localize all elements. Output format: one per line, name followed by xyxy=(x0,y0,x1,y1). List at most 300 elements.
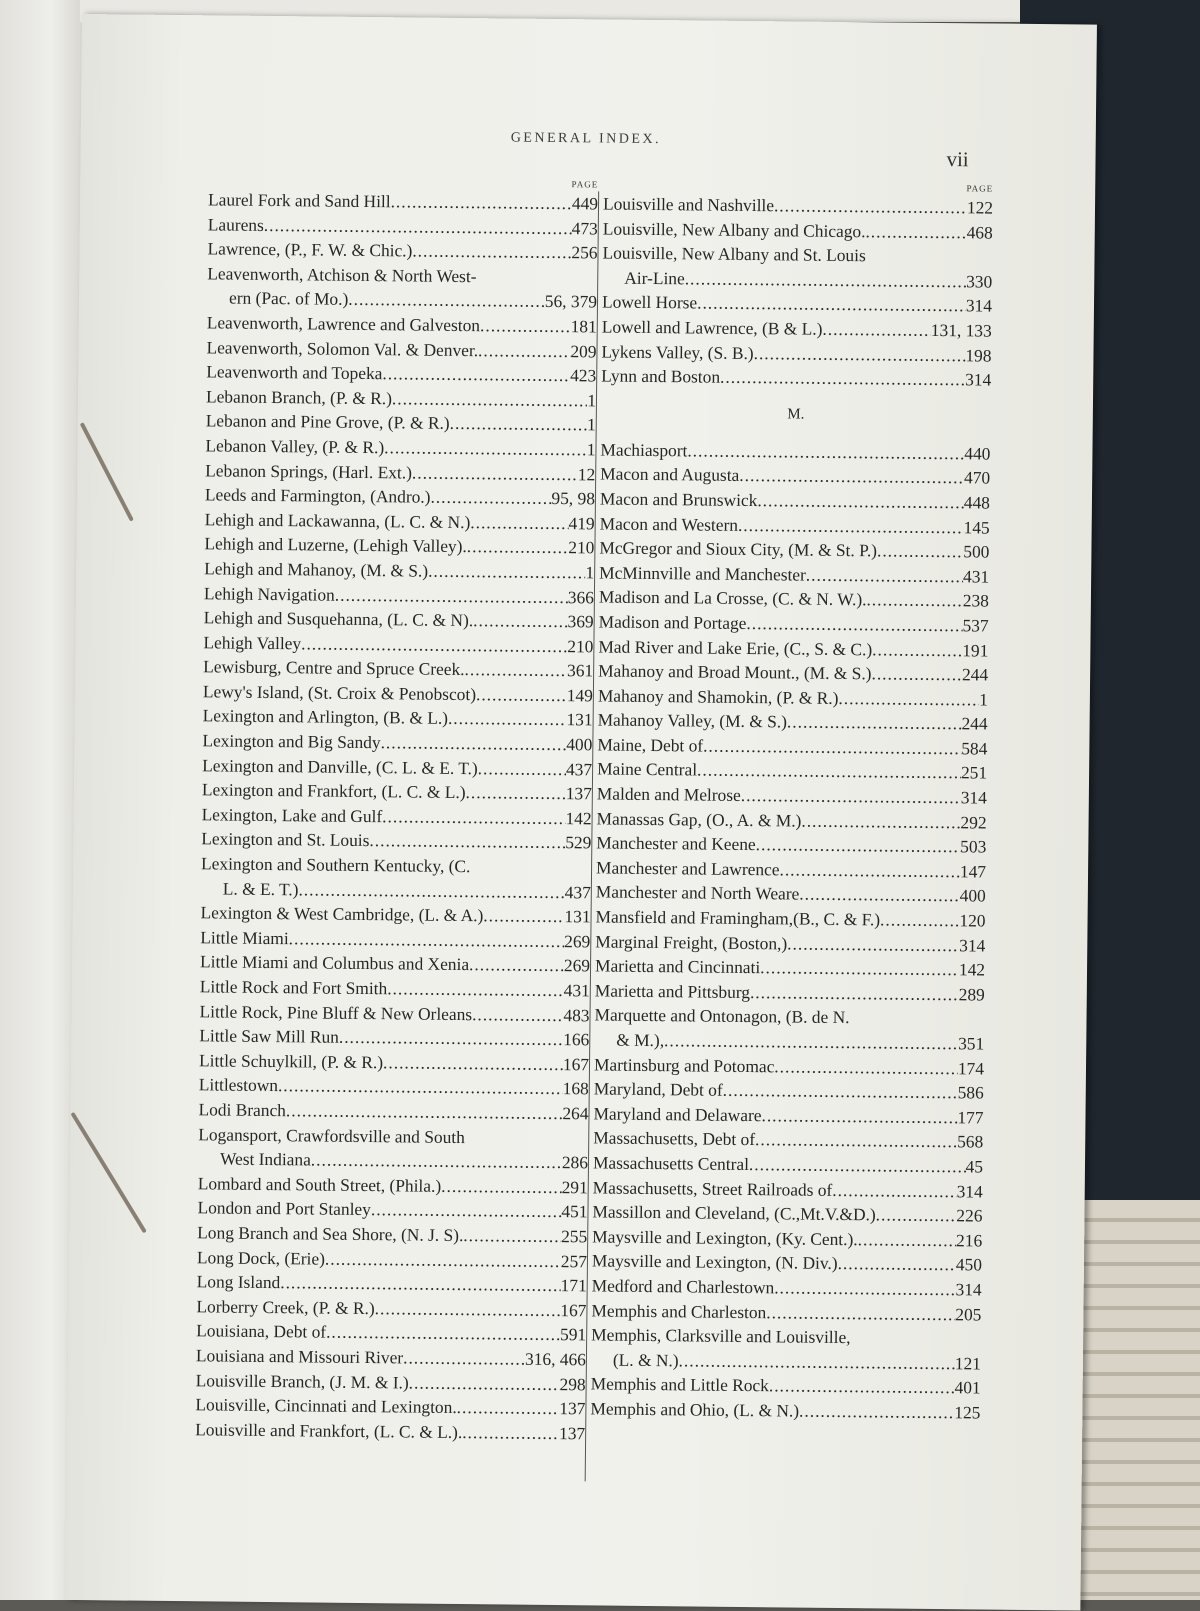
dot-leader xyxy=(412,239,571,265)
entry-name: Louisville and Nashville xyxy=(602,193,775,216)
entry-page-number: 361 xyxy=(566,660,594,681)
entry-name: Lexington and St. Louis xyxy=(201,828,370,851)
entry-name: Louisville, New Albany and Chicago. xyxy=(602,218,866,241)
dot-leader xyxy=(838,1251,956,1277)
entry-page-number: 95, 98 xyxy=(551,488,596,509)
entry-page-number: 468 xyxy=(966,221,993,243)
dot-leader xyxy=(289,926,565,953)
dot-leader xyxy=(755,1127,957,1154)
dot-leader xyxy=(392,386,588,413)
binding-thread xyxy=(80,422,134,522)
entry-name: Louisiana, Debt of xyxy=(196,1320,327,1342)
entry-page-number: 125 xyxy=(954,1402,981,1423)
dot-leader xyxy=(298,877,564,904)
entry-page-number: 503 xyxy=(960,836,987,857)
entry-name: Maine, Debt of xyxy=(597,734,704,756)
dot-leader xyxy=(301,631,567,658)
entry-page-number: 316, 466 xyxy=(524,1348,587,1370)
dot-leader xyxy=(754,341,966,368)
index-entry-first-line: Lexington and Southern Kentucky, (C. xyxy=(201,853,471,877)
entry-page-number: 423 xyxy=(570,365,597,386)
entry-page-number: 257 xyxy=(560,1250,588,1271)
dot-leader xyxy=(779,857,960,883)
dot-leader xyxy=(462,1420,559,1446)
dot-leader xyxy=(799,882,960,908)
dot-leader xyxy=(757,488,964,515)
entry-page-number: 314 xyxy=(960,787,987,808)
dot-leader xyxy=(799,1398,954,1424)
index-entry xyxy=(198,1097,588,1126)
entry-page-number: 216 xyxy=(956,1229,983,1251)
index-entry xyxy=(195,1417,585,1446)
dot-leader xyxy=(866,588,963,614)
entry-name: Laurel Fork and Sand Hill xyxy=(207,189,391,212)
entry-name: Manchester and Lawrence xyxy=(595,857,780,880)
dot-leader xyxy=(339,1025,564,1052)
entry-page-number: 210 xyxy=(567,635,594,657)
dot-leader xyxy=(311,1148,562,1175)
entry-name: Massachusetts, Street Railroads of xyxy=(592,1176,833,1200)
entry-name: Lodi Branch xyxy=(198,1099,287,1121)
entry-page-number: 166 xyxy=(563,1029,590,1050)
dot-leader xyxy=(348,287,545,314)
entry-name: Long Branch and Sea Shore, (N. J. S). xyxy=(197,1222,464,1245)
entry-page-number: 369 xyxy=(567,611,594,632)
dot-leader xyxy=(472,1002,564,1028)
entry-page-number: 314 xyxy=(955,1279,982,1300)
entry-name: McGregor and Sioux City, (M. & St. P.) xyxy=(599,537,878,561)
index-entry-first-line: Marquette and Ontonagon, (B. de N. xyxy=(594,1004,850,1028)
entry-name: Lehigh and Mahanoy, (M. & S.) xyxy=(204,558,429,581)
entry-page-number: 147 xyxy=(959,861,987,882)
entry-page-number: 131, 133 xyxy=(930,319,992,341)
dot-leader xyxy=(697,758,961,785)
dot-leader xyxy=(703,733,961,760)
entry-page-number: 366 xyxy=(567,586,595,607)
index-entry-first-line: Louisville, New Albany and St. Louis xyxy=(602,242,866,266)
dot-leader xyxy=(476,682,567,708)
running-head: GENERAL INDEX. xyxy=(510,130,662,148)
entry-page-number: 298 xyxy=(559,1373,586,1394)
entry-name: Louisville, Cincinnati and Lexington. xyxy=(195,1394,457,1418)
entry-page-number: 1 xyxy=(586,439,596,460)
entry-name: Little Rock and Fort Smith xyxy=(199,976,388,999)
entry-name: Lombard and South Street, (Phila.) xyxy=(197,1173,442,1196)
entry-name: Lowell and Lawrence, (B & L.) xyxy=(601,316,823,339)
entry-name: Marietta and Cincinnati xyxy=(594,955,761,978)
dot-leader xyxy=(741,783,961,810)
entry-name: McMinnville and Manchester xyxy=(599,562,806,585)
entry-name: Maine Central xyxy=(597,758,698,780)
entry-name: Lowell Horse xyxy=(601,291,698,313)
dot-leader xyxy=(441,1174,562,1200)
dot-leader xyxy=(384,435,587,462)
entry-page-number: 264 xyxy=(562,1103,589,1124)
entry-name: Madison and La Crosse, (C. & N. W.). xyxy=(598,586,867,610)
dot-leader xyxy=(801,808,960,834)
dot-leader xyxy=(738,512,964,539)
dot-leader xyxy=(478,338,571,364)
entry-name: Lexington and Frankfort, (L. C. & L.) xyxy=(201,779,466,803)
dot-leader xyxy=(382,361,570,388)
dot-leader xyxy=(806,562,963,588)
entry-name: L. & E. T.) xyxy=(222,878,299,899)
dot-leader xyxy=(687,438,964,465)
dot-leader xyxy=(774,1275,956,1301)
entry-page-number: 167 xyxy=(560,1299,587,1321)
dot-leader xyxy=(787,710,962,736)
index-entry xyxy=(207,237,597,266)
dot-leader xyxy=(838,686,979,712)
entry-page-number: 181 xyxy=(570,316,597,337)
dot-leader xyxy=(787,931,959,957)
dot-leader xyxy=(720,365,965,392)
entry-page-number: 314 xyxy=(965,369,992,390)
entry-name: Leeds and Farmington, (Andro.) xyxy=(204,484,431,507)
entry-name: Malden and Melrose xyxy=(596,783,741,806)
entry-page-number: 314 xyxy=(956,1180,983,1202)
dot-leader xyxy=(685,266,967,294)
entry-page-number: 568 xyxy=(957,1131,984,1152)
entry-page-number: 244 xyxy=(961,713,988,734)
entry-page-number: 529 xyxy=(565,832,592,853)
entry-page-number: 205 xyxy=(955,1303,982,1325)
entry-page-number: 226 xyxy=(956,1205,983,1226)
entry-page-number: 167 xyxy=(562,1053,590,1075)
entry-name: Maryland and Delaware xyxy=(593,1103,762,1125)
entry-name: Manchester and North Weare xyxy=(595,881,800,904)
dot-leader xyxy=(877,538,964,563)
entry-name: London and Port Stanley xyxy=(197,1197,372,1220)
entry-page-number: 431 xyxy=(962,565,990,587)
dot-leader xyxy=(480,313,571,339)
entry-page-number: 537 xyxy=(962,615,989,636)
entry-page-number: 400 xyxy=(566,734,593,755)
entry-name: Macon and Western xyxy=(599,512,739,535)
entry-name: Little Schuylkill, (P. & R.) xyxy=(198,1050,384,1072)
entry-name: Lawrence, (P., F. W. & Chic.) xyxy=(207,238,413,261)
dot-leader xyxy=(412,460,578,486)
entry-page-number: 450 xyxy=(955,1254,983,1275)
entry-page-number: 483 xyxy=(563,1004,590,1025)
entry-page-number: 431 xyxy=(563,980,590,1001)
entry-name: Mahanoy and Broad Mount., (M. & S.) xyxy=(598,660,872,684)
dot-leader xyxy=(381,730,567,757)
dot-leader xyxy=(483,903,564,928)
entry-name: Lehigh and Lackawanna, (L. C. & N.) xyxy=(204,509,471,532)
dot-leader xyxy=(858,1227,957,1253)
entry-name: Air-Line xyxy=(624,267,685,289)
entry-page-number: 142 xyxy=(565,807,592,829)
entry-name: (L. & N.) xyxy=(612,1349,679,1371)
dot-leader xyxy=(766,1300,955,1327)
page-edges-stack xyxy=(1080,1200,1200,1600)
entry-page-number: 286 xyxy=(561,1152,589,1173)
index-entry xyxy=(601,364,991,393)
entry-name: Leavenworth and Topeka xyxy=(206,361,383,384)
entry-page-number: 269 xyxy=(563,955,591,976)
entry-name: ern (Pac. of Mo.) xyxy=(228,287,349,310)
dot-leader xyxy=(664,1028,958,1056)
right-entry-list-l xyxy=(601,191,993,392)
dot-leader xyxy=(760,955,959,982)
entry-page-number: 137 xyxy=(558,1422,586,1444)
dot-leader xyxy=(774,193,967,220)
entry-page-number: 256 xyxy=(571,242,598,263)
entry-page-number: 131 xyxy=(564,906,591,927)
entry-name: West Indiana xyxy=(219,1148,311,1170)
dot-leader xyxy=(325,1246,561,1273)
entry-name: Lykens Valley, (S. B.) xyxy=(601,341,754,363)
entry-name: Machiasport xyxy=(600,439,688,461)
entry-name: Mahanoy and Shamokin, (P. & R.) xyxy=(597,685,839,708)
dot-leader xyxy=(473,608,568,634)
entry-name: Madison and Portage xyxy=(598,611,747,633)
section-letter-m: M. xyxy=(787,406,805,423)
entry-name: Medford and Charlestown xyxy=(591,1275,775,1298)
entry-name: Lexington and Danville, (C. L. & E. T.) xyxy=(202,754,478,778)
entry-name: Little Miami xyxy=(200,927,289,949)
entry-page-number: 269 xyxy=(564,930,591,952)
index-page xyxy=(65,14,1097,1611)
entry-name: Maysville and Lexington, (Ky. Cent.). xyxy=(592,1226,858,1249)
dot-leader xyxy=(463,1223,561,1249)
entry-name: Long Dock, (Erie) xyxy=(196,1246,326,1269)
entry-page-number: 291 xyxy=(561,1176,588,1198)
index-entry-first-line: Memphis, Clarksville and Louisville, xyxy=(591,1324,851,1348)
dot-leader xyxy=(750,980,959,1007)
dot-leader xyxy=(335,582,568,609)
binding-thread xyxy=(70,1112,146,1234)
entry-name: Mansfield and Framingham,(B., C. & F.) xyxy=(595,906,881,930)
entry-name: Mahanoy Valley, (M. & S.) xyxy=(597,709,788,732)
dot-leader xyxy=(678,1348,954,1375)
entry-name: Massachusetts Central xyxy=(592,1152,750,1175)
entry-page-number: 209 xyxy=(570,340,597,361)
dot-leader xyxy=(774,1054,958,1081)
entry-name: Massachusetts, Debt of xyxy=(593,1127,756,1150)
entry-page-number: 137 xyxy=(559,1398,586,1419)
entry-page-number: 1 xyxy=(585,562,595,583)
entry-page-number: 470 xyxy=(963,467,991,488)
dot-leader xyxy=(450,411,588,437)
entry-page-number: 419 xyxy=(568,512,595,534)
entry-page-number: 137 xyxy=(565,783,592,804)
entry-page-number: 437 xyxy=(565,758,593,780)
entry-page-number: 191 xyxy=(962,639,989,661)
entry-page-number: 500 xyxy=(963,541,990,562)
dot-leader xyxy=(369,828,565,855)
entry-name: Lewisburg, Centre and Spruce Creek. xyxy=(203,656,465,680)
entry-name: Lebanon Branch, (P. & R.) xyxy=(205,386,393,409)
entry-name: Leavenworth, Lawrence and Galveston xyxy=(206,312,481,336)
dot-leader xyxy=(428,559,586,585)
entry-name: Laurens xyxy=(207,213,264,235)
entry-page-number: 45 xyxy=(965,1156,984,1177)
dot-leader xyxy=(403,1345,525,1371)
entry-name: Maryland, Debt of xyxy=(593,1078,723,1100)
entry-name: Little Saw Mill Run xyxy=(199,1025,340,1047)
index-entry-first-line: Logansport, Crawfordsville and South xyxy=(198,1123,465,1147)
dot-leader xyxy=(382,804,566,831)
entry-name: Lexington, Lake and Gulf xyxy=(201,804,383,827)
entry-page-number: 177 xyxy=(957,1107,984,1128)
entry-name: Louisville and Frankfort, (L. C. & L.). xyxy=(195,1418,463,1442)
entry-page-number: 448 xyxy=(963,492,991,513)
dot-leader xyxy=(470,510,569,536)
entry-name: Memphis and Ohio, (L. & N.) xyxy=(590,1398,800,1421)
entry-name: Memphis and Little Rock xyxy=(590,1373,770,1396)
entry-name: Louisville Branch, (J. M. & I.) xyxy=(195,1369,409,1392)
page-column-label: PAGE xyxy=(966,183,994,194)
dot-leader xyxy=(723,1078,958,1105)
entry-page-number: 289 xyxy=(958,984,985,1005)
dot-leader xyxy=(871,661,962,687)
entry-page-number: 142 xyxy=(958,959,986,980)
page-column-label: PAGE xyxy=(571,179,599,190)
entry-name: Macon and Brunswick xyxy=(599,488,758,511)
dot-leader xyxy=(430,485,551,511)
entry-page-number: 1 xyxy=(979,689,988,710)
entry-name: Maysville and Lexington, (N. Div.) xyxy=(591,1250,838,1274)
dot-leader xyxy=(865,219,966,245)
entry-page-number: 12 xyxy=(577,463,596,484)
entry-name: Lehigh Valley xyxy=(203,631,302,654)
entry-page-number: 198 xyxy=(965,344,992,366)
dot-leader xyxy=(872,637,962,663)
entry-name: Martinsburg and Potomac xyxy=(593,1054,775,1076)
entry-page-number: 292 xyxy=(960,811,987,833)
entry-name: Long Island xyxy=(196,1271,281,1293)
entry-name: Manchester and Keene xyxy=(596,832,756,855)
dot-leader xyxy=(746,611,962,638)
dot-leader xyxy=(467,534,569,560)
dot-leader xyxy=(769,1374,955,1401)
entry-name: Macon and Augusta xyxy=(600,463,740,486)
entry-name: Lehigh Navigation xyxy=(203,582,335,605)
dot-leader xyxy=(469,953,564,979)
entry-page-number: 168 xyxy=(562,1078,589,1099)
entry-page-number: 149 xyxy=(566,684,593,706)
entry-page-number: 238 xyxy=(962,590,990,611)
entry-page-number: 401 xyxy=(954,1377,981,1398)
entry-name: Littlestown xyxy=(198,1074,279,1096)
entry-name: Lexington and Big Sandy xyxy=(202,730,381,753)
entry-name: Lynn and Boston xyxy=(601,365,721,387)
dot-leader xyxy=(749,1152,966,1179)
dot-leader xyxy=(280,1270,561,1298)
entry-page-number: 244 xyxy=(961,664,989,685)
entry-page-number: 473 xyxy=(571,217,598,239)
entry-page-number: 586 xyxy=(957,1082,984,1103)
entry-name: Marginal Freight, (Boston,) xyxy=(595,931,788,954)
entry-name: Manassas Gap, (O., A. & M.) xyxy=(596,808,802,831)
left-entry-list xyxy=(195,187,598,1445)
dot-leader xyxy=(375,1296,561,1323)
dot-leader xyxy=(448,706,567,732)
entry-name: Little Miami and Columbus and Xenia xyxy=(199,951,470,975)
entry-name: & M.), xyxy=(616,1029,665,1051)
entry-name: Lebanon Springs, (Harl. Ext.) xyxy=(205,459,413,483)
entry-page-number: 451 xyxy=(561,1201,588,1222)
entry-page-number: 330 xyxy=(966,271,993,292)
index-entry-first-line: Leavenworth, Atchison & North West- xyxy=(207,263,477,286)
entry-name: Lebanon Valley, (P. & R.) xyxy=(205,435,385,458)
entry-name: Louisiana and Missouri River xyxy=(195,1345,404,1368)
dot-leader xyxy=(457,1395,560,1421)
dot-leader xyxy=(478,756,567,782)
entry-page-number: 122 xyxy=(966,197,994,218)
entry-page-number: 121 xyxy=(954,1352,982,1374)
dot-leader xyxy=(880,907,960,932)
entry-page-number: 131 xyxy=(566,709,593,730)
dot-leader xyxy=(409,1370,560,1396)
dot-leader xyxy=(371,1197,562,1224)
entry-page-number: 314 xyxy=(965,295,993,316)
entry-page-number: 591 xyxy=(560,1324,587,1345)
entry-page-number: 255 xyxy=(561,1226,588,1247)
entry-page-number: 120 xyxy=(959,910,986,931)
dot-leader xyxy=(465,780,565,806)
dot-leader xyxy=(391,189,573,215)
entry-page-number: 1 xyxy=(586,414,596,435)
entry-name: Lorberry Creek, (P. & R.) xyxy=(196,1295,375,1318)
dot-leader xyxy=(697,291,966,318)
entry-page-number: 210 xyxy=(568,537,595,558)
dot-leader xyxy=(387,976,564,1002)
index-entry xyxy=(590,1396,980,1425)
entry-name: Lehigh and Susquehanna, (L. C. & N). xyxy=(203,607,474,631)
entry-name: Marietta and Pittsburg xyxy=(594,980,751,1002)
entry-page-number: 174 xyxy=(957,1057,985,1079)
entry-name: Mad River and Lake Erie, (C., S. & C.) xyxy=(598,635,873,659)
right-entry-list-m xyxy=(590,437,990,1425)
dot-leader xyxy=(876,1203,957,1228)
entry-name: Lebanon and Pine Grove, (P. & R.) xyxy=(205,410,450,434)
dot-leader xyxy=(278,1073,563,1101)
entry-name: Little Rock, Pine Bluff & New Orleans xyxy=(199,1000,473,1024)
entry-page-number: 437 xyxy=(564,881,591,903)
entry-page-number: 449 xyxy=(571,193,599,214)
entry-page-number: 314 xyxy=(959,934,986,956)
dot-leader xyxy=(383,1050,563,1076)
page-number: vii xyxy=(946,147,969,172)
dot-leader xyxy=(822,317,931,343)
dot-leader xyxy=(326,1320,560,1347)
dot-leader xyxy=(464,657,567,683)
entry-name: Lehigh and Luzerne, (Lehigh Valley). xyxy=(204,533,467,557)
left-column xyxy=(195,175,598,1445)
entry-page-number: 145 xyxy=(963,516,990,538)
right-column xyxy=(590,179,993,1425)
dot-leader xyxy=(761,1103,957,1130)
dot-leader xyxy=(832,1177,957,1203)
entry-page-number: 584 xyxy=(961,738,988,759)
entry-page-number: 400 xyxy=(959,885,986,906)
entry-page-number: 351 xyxy=(958,1033,985,1054)
entry-name: Leavenworth, Solomon Val. & Denver. xyxy=(206,336,479,360)
dot-leader xyxy=(739,463,964,490)
entry-name: Lexington & West Cambridge, (L. & A.) xyxy=(200,902,484,926)
entry-name: Massillon and Cleveland, (C.,Mt.V.&D.) xyxy=(592,1201,876,1225)
entry-page-number: 171 xyxy=(560,1275,587,1296)
entry-name: Memphis and Charleston xyxy=(591,1299,767,1322)
entry-page-number: 1 xyxy=(587,390,597,411)
dot-leader xyxy=(286,1098,563,1125)
entry-name: Lexington and Arlington, (B. & L.) xyxy=(202,705,449,729)
entry-page-number: 56, 379 xyxy=(544,291,598,312)
entry-page-number: 251 xyxy=(960,762,988,783)
